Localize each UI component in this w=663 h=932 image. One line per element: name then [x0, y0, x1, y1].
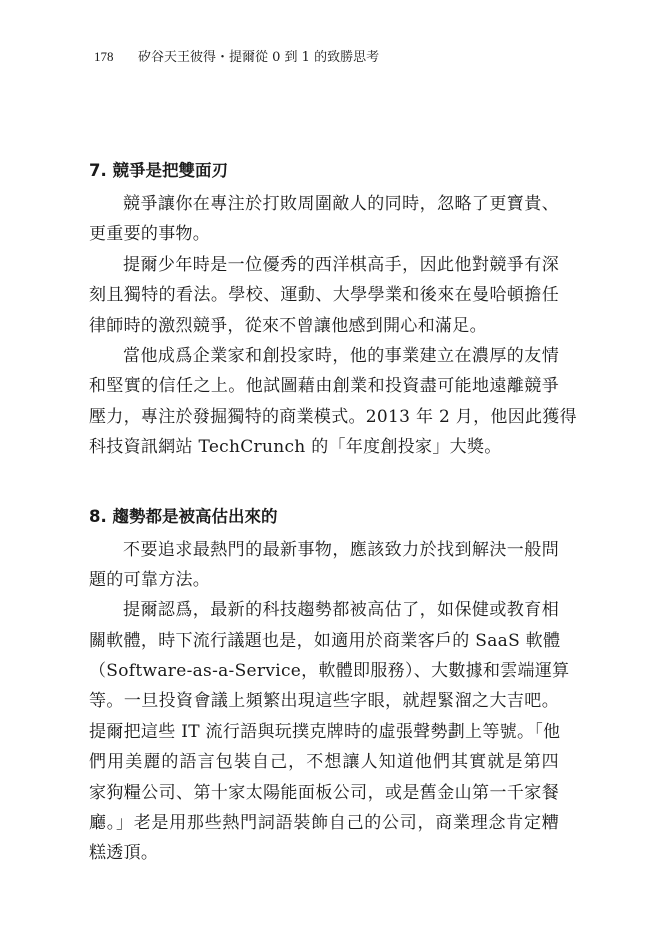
text-line: 家狗糧公司、第十家太陽能面板公司，或是舊金山第一千家餐	[89, 782, 559, 803]
text-line: 關軟體，時下流行議題也是，如適用於商業客戶的 SaaS 軟體	[89, 630, 561, 651]
page-body	[89, 153, 577, 869]
text-line: 和堅實的信任之上。他試圖藉由創業和投資盡可能地遠離競爭	[89, 376, 559, 397]
text-line: 廳。」老是用那些熱門詞語裝飾自己的公司，商業理念肯定糟	[89, 813, 559, 834]
paragraph	[89, 250, 559, 341]
text-line: 等。一旦投資會議上頻繁出現這些字眼，就趕緊溜之大吉吧。	[89, 691, 559, 712]
section-8	[89, 499, 570, 869]
text-line: 科技資訊網站 TechCrunch 的「年度創投家」大獎。	[89, 437, 502, 458]
text-line: 競爭讓你在專注於打敗周圍敵人的同時，忽略了更寶貴、	[123, 194, 559, 214]
text-line: 提爾少年時是一位優秀的西洋棋高手，因此他對競爭有深	[123, 254, 559, 275]
paragraph	[89, 595, 570, 869]
text-line: 律師時的激烈競爭，從來不曾讓他感到開心和滿足。	[89, 315, 487, 336]
running-header	[94, 48, 379, 67]
section-heading: 8. 趨勢都是被高估出來的	[89, 506, 278, 526]
text-line: 糕透頂。	[89, 843, 159, 864]
paragraph	[89, 189, 559, 250]
section-heading: 7. 競爭是把雙面刃	[89, 161, 228, 180]
text-line: 當他成爲企業家和創投家時，他的事業建立在濃厚的友情	[123, 345, 559, 366]
text-line: 更重要的事物。	[89, 224, 211, 245]
page-number: 178	[94, 49, 114, 64]
paragraph	[89, 535, 559, 596]
text-line: 提爾把這些 IT 流行語與玩撲克牌時的虛張聲勢劃上等號。「他	[89, 721, 561, 742]
text-line: 不要追求最熱門的最新事物，應該致力於找到解決一般問	[123, 539, 559, 560]
text-line: 們用美麗的語言包裝自己，不想讓人知道他們其實就是第四	[89, 752, 559, 773]
text-line: 提爾認爲，最新的科技趨勢都被高估了，如保健或教育相	[123, 600, 559, 621]
text-line: （Software-as-a-Service，軟體即服務）、大數據和雲端運算	[89, 661, 570, 682]
paragraph	[89, 341, 577, 463]
text-line: 刻且獨特的看法。學校、運動、大學學業和後來在曼哈頓擔任	[89, 285, 559, 306]
text-line: 壓力，專注於發掘獨特的商業模式。2013 年 2 月，他因此獲得	[89, 406, 577, 427]
section-7	[89, 153, 577, 463]
text-line: 題的可靠方法。	[89, 569, 211, 590]
running-title: 矽谷天王彼得・提爾從 0 到 1 的致勝思考	[138, 50, 380, 65]
